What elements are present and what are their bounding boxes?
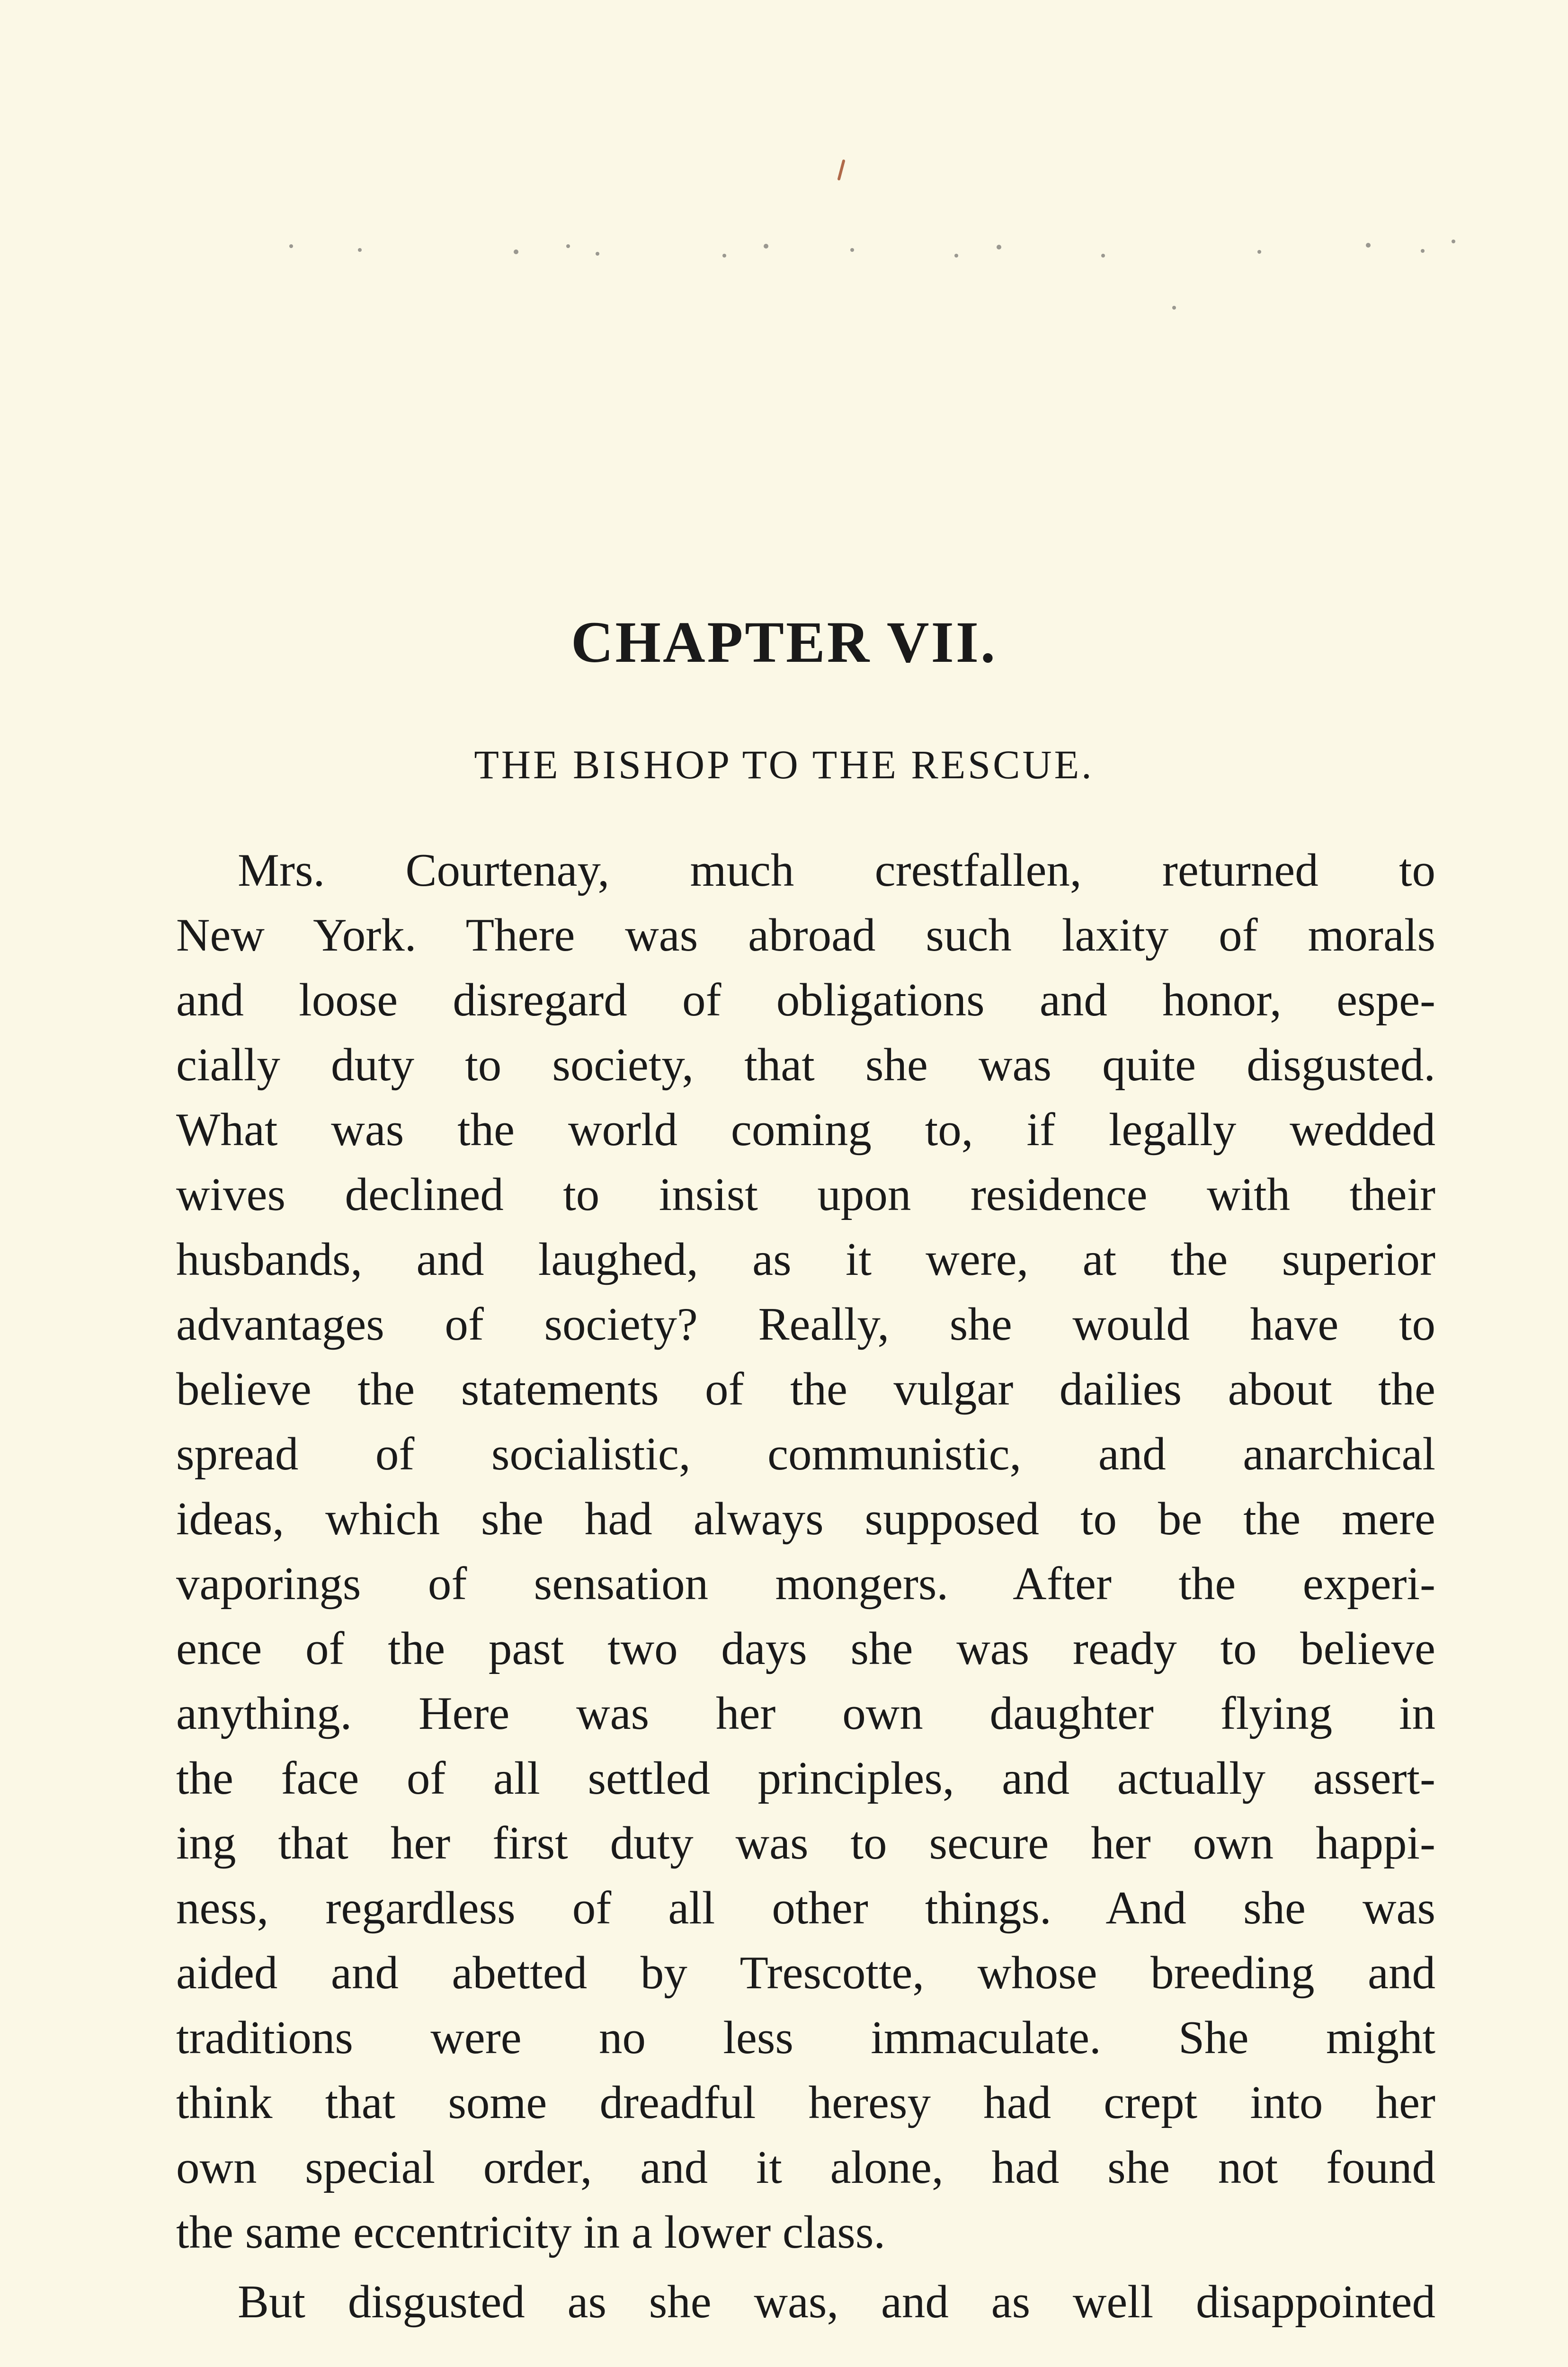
chapter-subtitle: THE BISHOP TO THE RESCUE. xyxy=(474,742,1094,787)
text-line: own special order, and it alone, had she not found xyxy=(176,2142,1435,2193)
text-line: the face of all settled principles, and actually assert- xyxy=(176,1753,1435,1804)
text-line: New York. There was abroad such laxity of morals xyxy=(176,909,1435,961)
text-line: ence of the past two days she was ready to believe xyxy=(176,1623,1435,1674)
text-line: think that some dreadful heresy had crept into her xyxy=(176,2077,1435,2128)
text-line: anything. Here was her own daughter flying in xyxy=(176,1688,1435,1739)
paragraph xyxy=(176,2269,1435,2334)
text-line: cially duty to society, that she was quite disgusted. xyxy=(176,1039,1435,1091)
text-line: believe the statements of the vulgar dailies about the xyxy=(176,1363,1435,1415)
text-line: spread of socialistic, communistic, and anarchical xyxy=(176,1428,1435,1480)
text-line: ing that her first duty was to secure her own happi- xyxy=(176,1817,1435,1869)
text-line: and loose disregard of obligations and honor, espe- xyxy=(176,974,1435,1026)
paragraph xyxy=(176,838,1435,2265)
text-line: aided and abetted by Trescotte, whose breeding and xyxy=(176,1947,1435,1999)
text-line: wives declined to insist upon residence with their xyxy=(176,1169,1435,1220)
text-line: ness, regardless of all other things. And she was xyxy=(176,1882,1435,1934)
chapter-title: CHAPTER VII. xyxy=(570,610,998,675)
text-line: advantages of society? Really, she would have to xyxy=(176,1299,1435,1350)
body-text xyxy=(176,838,1435,2334)
text-line: husbands, and laughed, as it were, at the superior xyxy=(176,1234,1435,1285)
text-line: vaporings of sensation mongers. After the experi- xyxy=(176,1558,1435,1610)
text-line: the same eccentricity in a lower class. xyxy=(176,2207,886,2258)
text-line: traditions were no less immaculate. She might xyxy=(176,2012,1435,2064)
text-line: What was the world coming to, if legally wedded xyxy=(176,1104,1435,1156)
text-line: ideas, which she had always supposed to be the mere xyxy=(176,1493,1435,1545)
text-line: But disgusted as she was, and as well disappointed xyxy=(238,2276,1435,2328)
text-line: Mrs. Courtenay, much crestfallen, returned to xyxy=(238,845,1435,896)
